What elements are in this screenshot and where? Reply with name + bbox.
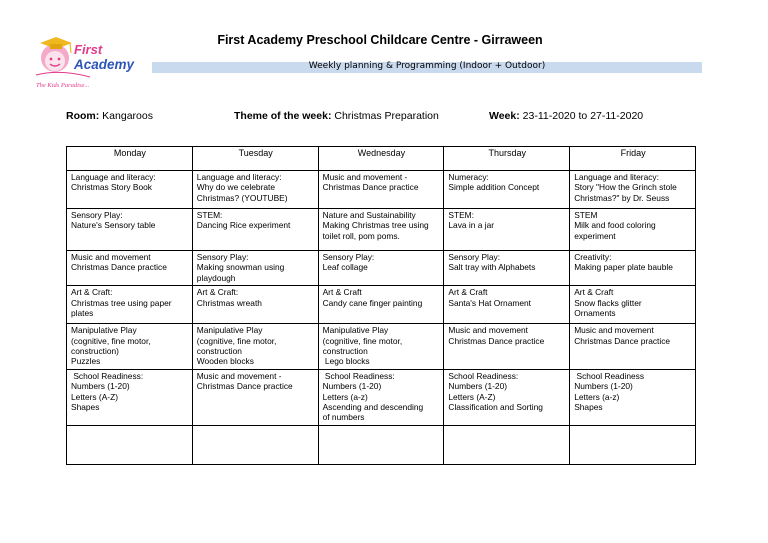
activity-cell: [570, 369, 696, 425]
activity-line: plates: [71, 308, 94, 319]
table-row: [67, 286, 696, 324]
activity-cell: [67, 369, 193, 425]
activity-line: Numbers (1-20): [574, 381, 633, 392]
activity-line: Ascending and descending: [322, 402, 424, 413]
activity-line: Candy cane finger painting: [322, 297, 423, 308]
activity-line: Snow flacks glitter: [574, 297, 642, 308]
table-body: [67, 171, 696, 465]
activity-line: Letters (A-Z): [71, 391, 118, 402]
activity-line: Nature's Sensory table: [71, 220, 156, 231]
activity-line: Wooden blocks: [196, 356, 254, 367]
activity-line: Sensory Play:: [322, 252, 375, 262]
activity-cell: [67, 324, 193, 370]
activity-line: Sensory Play:: [448, 252, 501, 262]
activity-line: construction): [71, 346, 119, 357]
activity-cell: [570, 286, 696, 324]
activity-cell: [444, 369, 570, 425]
activity-line: Making Christmas tree using: [322, 220, 429, 231]
activity-cell: [570, 209, 696, 251]
activity-line: construction: [196, 346, 242, 357]
activity-line: (cognitive, fine motor,: [322, 335, 403, 346]
activity-line: Music and movement -: [196, 370, 282, 381]
day-header-tuesday: Tuesday: [192, 147, 318, 171]
activity-line: Letters (A-Z): [448, 391, 496, 402]
activity-line: Sensory Play:: [196, 252, 249, 262]
activity-line: Numbers (1-20): [71, 381, 130, 392]
activity-cell: [318, 324, 444, 370]
activity-line: Christmas?" by Dr. Seuss: [574, 192, 670, 203]
activity-cell: [318, 171, 444, 209]
activity-line: Art & Craft: [448, 287, 488, 298]
activity-line: Making snowman using: [196, 262, 285, 273]
activity-line: experiment: [574, 230, 616, 241]
activity-cell: [67, 171, 193, 209]
week-value: 23-11-2020 to 27-11-2020: [522, 110, 644, 122]
table-row: [67, 425, 696, 464]
week-info: [489, 110, 643, 122]
activity-line: Nature and Sustainability: [322, 210, 416, 220]
room-label: Room:: [66, 110, 100, 122]
activity-line: Manipulative Play: [322, 325, 389, 336]
first-academy-logo: [30, 33, 150, 95]
activity-line: Christmas Story Book: [71, 182, 152, 193]
activity-cell: [67, 251, 193, 286]
activity-cell: [318, 286, 444, 324]
page-title: First Academy Preschool Childcare Centre - Girraween: [217, 33, 543, 47]
activity-line: School Readiness:: [448, 370, 519, 381]
logo-tagline: The Kids Paradise...: [36, 82, 90, 89]
activity-line: Sensory Play:: [71, 210, 123, 220]
activity-line: playdough: [196, 272, 236, 283]
activity-line: Shapes: [71, 402, 100, 413]
activity-line: Music and movement: [71, 252, 151, 262]
activity-cell: [444, 209, 570, 251]
logo-graphic: [30, 33, 150, 95]
activity-line: Classification and Sorting: [448, 402, 543, 413]
activity-line: Art & Craft: [322, 287, 362, 298]
activity-line: (cognitive, fine motor,: [71, 335, 151, 346]
day-header-thursday: Thursday: [444, 147, 570, 171]
activity-line: Santa's Hat Ornament: [448, 297, 531, 308]
activity-cell: [192, 324, 318, 370]
activity-line: of numbers: [322, 412, 365, 423]
activity-line: Art & Craft:: [196, 287, 239, 298]
activity-cell: [570, 251, 696, 286]
activity-line: Numbers (1-20): [448, 381, 508, 392]
activity-cell: [318, 369, 444, 425]
activity-line: Numbers (1-20): [322, 381, 382, 392]
activity-line: Manipulative Play: [71, 325, 137, 336]
activity-line: Christmas Dance practice: [574, 335, 671, 346]
activity-line: Shapes: [574, 402, 603, 413]
subtitle-bar: [152, 62, 702, 73]
activity-cell: [444, 425, 570, 464]
activity-line: Milk and food coloring: [574, 220, 656, 231]
activity-line: School Readiness:: [71, 370, 144, 381]
activity-line: Lego blocks: [322, 356, 370, 367]
room-value: Kangaroos: [102, 110, 153, 122]
activity-line: School Readiness: [574, 370, 645, 381]
activity-cell: [192, 286, 318, 324]
activity-cell: [444, 171, 570, 209]
activity-line: Christmas tree using paper: [71, 297, 172, 308]
activity-cell: [192, 425, 318, 464]
activity-line: Story "How the Grinch stole: [574, 182, 677, 193]
activity-line: School Readiness:: [322, 370, 395, 381]
activity-line: toilet roll, pom poms.: [322, 230, 400, 241]
logo-word-academy: Academy: [74, 57, 135, 72]
activity-cell: [444, 324, 570, 370]
activity-line: Language and literacy:: [574, 172, 659, 182]
theme-label: Theme of the week:: [234, 110, 332, 122]
activity-line: Why do we celebrate: [196, 182, 276, 193]
activity-line: Music and movement: [574, 325, 654, 336]
activity-line: Manipulative Play: [196, 325, 263, 336]
activity-line: Music and movement -: [322, 172, 408, 182]
weekly-plan-table: [66, 146, 696, 465]
activity-line: Ornaments: [574, 308, 616, 319]
table-header-row: [67, 147, 696, 171]
theme-info: [234, 110, 439, 122]
activity-cell: [67, 286, 193, 324]
activity-line: Salt tray with Alphabets: [448, 262, 536, 273]
activity-cell: [318, 425, 444, 464]
activity-line: Puzzles: [71, 356, 101, 367]
activity-line: construction: [322, 346, 368, 357]
activity-line: Lava in a jar: [448, 220, 495, 231]
table-row: [67, 209, 696, 251]
room-info: [66, 110, 153, 122]
table-row: [67, 369, 696, 425]
activity-line: STEM:: [448, 210, 474, 220]
activity-cell: [192, 369, 318, 425]
activity-line: Letters (a-z): [322, 391, 368, 402]
day-header-friday: Friday: [570, 147, 696, 171]
activity-line: Dancing Rice experiment: [196, 220, 291, 231]
activity-cell: [192, 171, 318, 209]
activity-line: Christmas Dance practice: [448, 335, 545, 346]
day-header-wednesday: Wednesday: [318, 147, 444, 171]
activity-line: Christmas Dance practice: [71, 262, 167, 273]
activity-line: Letters (a-z): [574, 391, 620, 402]
activity-cell: [570, 324, 696, 370]
theme-value: Christmas Preparation: [334, 110, 439, 122]
activity-line: (cognitive, fine motor,: [196, 335, 277, 346]
activity-line: Simple addition Concept: [448, 182, 540, 193]
activity-cell: [570, 171, 696, 209]
activity-line: Language and literacy:: [71, 172, 156, 182]
activity-line: Art & Craft:: [71, 287, 113, 298]
activity-line: Creativity:: [574, 252, 612, 262]
activity-line: Music and movement: [448, 325, 528, 336]
activity-line: Numeracy:: [448, 172, 489, 182]
page-subtitle: Weekly planning & Programming (Indoor + Outdoor): [308, 61, 546, 71]
activity-line: Christmas Dance practice: [196, 381, 293, 392]
activity-line: Language and literacy:: [196, 172, 282, 182]
activity-cell: [444, 286, 570, 324]
activity-cell: [318, 209, 444, 251]
table-row: [67, 324, 696, 370]
activity-cell: [67, 425, 193, 464]
activity-line: Christmas wreath: [196, 297, 262, 308]
activity-cell: [318, 251, 444, 286]
activity-line: Art & Craft: [574, 287, 614, 298]
activity-line: STEM: [574, 210, 598, 220]
activity-cell: [570, 425, 696, 464]
table-row: [67, 171, 696, 209]
table-row: [67, 251, 696, 286]
activity-line: Christmas? (YOUTUBE): [196, 192, 288, 203]
day-header-monday: Monday: [67, 147, 193, 171]
activity-line: Making paper plate bauble: [574, 262, 673, 273]
activity-cell: [192, 209, 318, 251]
activity-line: Christmas Dance practice: [322, 182, 419, 193]
activity-cell: [444, 251, 570, 286]
logo-word-first: First: [74, 42, 103, 57]
activity-line: Leaf collage: [322, 262, 368, 273]
activity-line: STEM:: [196, 210, 223, 220]
week-label: Week:: [489, 110, 520, 122]
activity-cell: [67, 209, 193, 251]
activity-cell: [192, 251, 318, 286]
